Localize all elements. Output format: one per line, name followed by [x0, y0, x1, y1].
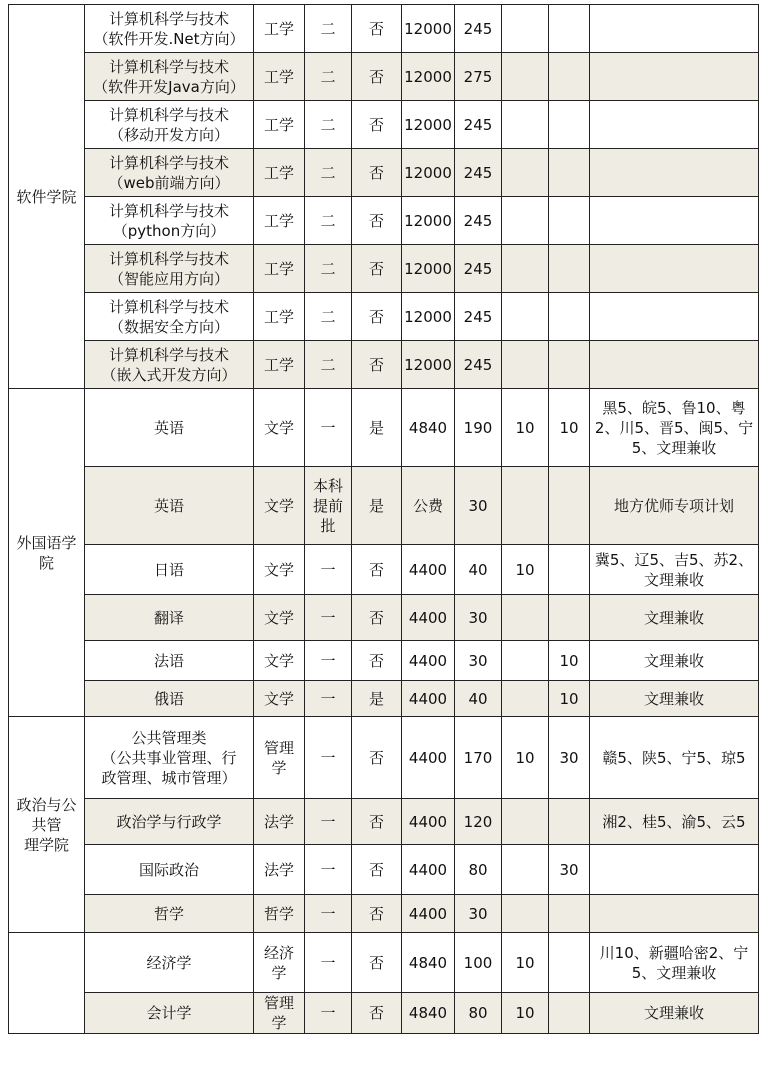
cell-flag: 否	[352, 641, 402, 681]
cell-b	[549, 545, 590, 595]
cell-a	[502, 245, 549, 293]
cell-major: 计算机科学与技术 （嵌入式开发方向）	[85, 341, 254, 389]
cell-b: 30	[549, 717, 590, 799]
cell-plan: 40	[455, 681, 502, 717]
cell-flag: 否	[352, 245, 402, 293]
cell-fee: 4840	[402, 389, 455, 467]
cell-major: 计算机科学与技术 （软件开发.Net方向）	[85, 5, 254, 53]
cell-b	[549, 595, 590, 641]
cell-b	[549, 467, 590, 545]
cell-batch: 一	[305, 389, 352, 467]
cell-batch: 一	[305, 799, 352, 845]
cell-note: 湘2、桂5、渝5、云5	[590, 799, 759, 845]
cell-batch: 二	[305, 197, 352, 245]
cell-note: 川10、新疆哈密2、宁5、文理兼收	[590, 933, 759, 993]
cell-note: 文理兼收	[590, 641, 759, 681]
cell-batch: 二	[305, 5, 352, 53]
cell-fee: 4840	[402, 993, 455, 1034]
cell-a	[502, 341, 549, 389]
cell-batch: 一	[305, 681, 352, 717]
cell-cat: 经济 学	[254, 933, 305, 993]
cell-note: 地方优师专项计划	[590, 467, 759, 545]
cell-cat: 文学	[254, 681, 305, 717]
cell-fee: 4400	[402, 895, 455, 933]
cell-cat: 法学	[254, 799, 305, 845]
cell-b	[549, 293, 590, 341]
cell-a	[502, 149, 549, 197]
table-row	[9, 845, 759, 895]
table-row	[9, 993, 759, 1034]
cell-fee: 4400	[402, 717, 455, 799]
college-name: 政治与公 共管 理学院	[9, 717, 85, 933]
cell-flag: 否	[352, 895, 402, 933]
table-row	[9, 545, 759, 595]
table-row	[9, 245, 759, 293]
cell-fee: 公费	[402, 467, 455, 545]
cell-plan: 80	[455, 993, 502, 1034]
table-row	[9, 101, 759, 149]
table-row	[9, 341, 759, 389]
cell-batch: 二	[305, 293, 352, 341]
table-row	[9, 389, 759, 467]
cell-a	[502, 5, 549, 53]
cell-flag: 否	[352, 595, 402, 641]
cell-fee: 4400	[402, 595, 455, 641]
cell-flag: 否	[352, 799, 402, 845]
cell-major: 计算机科学与技术 （智能应用方向）	[85, 245, 254, 293]
cell-flag: 否	[352, 341, 402, 389]
cell-fee: 12000	[402, 293, 455, 341]
cell-major: 会计学	[85, 993, 254, 1034]
cell-flag: 是	[352, 467, 402, 545]
cell-cat: 文学	[254, 641, 305, 681]
cell-b	[549, 341, 590, 389]
cell-cat: 哲学	[254, 895, 305, 933]
cell-fee: 4400	[402, 641, 455, 681]
cell-plan: 245	[455, 197, 502, 245]
cell-cat: 管理 学	[254, 993, 305, 1034]
cell-plan: 80	[455, 845, 502, 895]
cell-batch: 一	[305, 993, 352, 1034]
table-row	[9, 895, 759, 933]
cell-batch: 一	[305, 545, 352, 595]
enrollment-plan-table	[8, 4, 759, 1034]
cell-major: 英语	[85, 467, 254, 545]
cell-plan: 30	[455, 467, 502, 545]
cell-b: 10	[549, 641, 590, 681]
cell-major: 计算机科学与技术 （web前端方向）	[85, 149, 254, 197]
cell-major: 公共管理类 （公共事业管理、行 政管理、城市管理）	[85, 717, 254, 799]
cell-a	[502, 895, 549, 933]
table-row	[9, 5, 759, 53]
cell-a	[502, 293, 549, 341]
cell-b	[549, 245, 590, 293]
cell-note	[590, 245, 759, 293]
cell-b	[549, 5, 590, 53]
cell-major: 俄语	[85, 681, 254, 717]
cell-fee: 4400	[402, 545, 455, 595]
cell-fee: 12000	[402, 149, 455, 197]
cell-fee: 4400	[402, 799, 455, 845]
cell-batch: 二	[305, 245, 352, 293]
cell-major: 日语	[85, 545, 254, 595]
cell-plan: 245	[455, 101, 502, 149]
cell-major: 哲学	[85, 895, 254, 933]
table-row	[9, 717, 759, 799]
cell-cat: 工学	[254, 245, 305, 293]
cell-b	[549, 197, 590, 245]
cell-fee: 4840	[402, 933, 455, 993]
cell-note	[590, 5, 759, 53]
cell-b	[549, 895, 590, 933]
cell-a	[502, 101, 549, 149]
cell-fee: 12000	[402, 5, 455, 53]
cell-b	[549, 799, 590, 845]
cell-a: 10	[502, 389, 549, 467]
table-row	[9, 933, 759, 993]
cell-a	[502, 845, 549, 895]
cell-b	[549, 101, 590, 149]
cell-batch: 二	[305, 53, 352, 101]
cell-b	[549, 993, 590, 1034]
cell-note: 黑5、皖5、鲁10、粤2、川5、晋5、闽5、宁5、文理兼收	[590, 389, 759, 467]
cell-flag: 否	[352, 53, 402, 101]
cell-major: 国际政治	[85, 845, 254, 895]
cell-flag: 是	[352, 389, 402, 467]
cell-plan: 120	[455, 799, 502, 845]
cell-batch: 一	[305, 595, 352, 641]
cell-cat: 文学	[254, 389, 305, 467]
cell-flag: 否	[352, 545, 402, 595]
cell-a	[502, 53, 549, 101]
cell-b: 30	[549, 845, 590, 895]
cell-cat: 法学	[254, 845, 305, 895]
cell-note	[590, 293, 759, 341]
cell-plan: 30	[455, 595, 502, 641]
cell-note	[590, 149, 759, 197]
cell-fee: 12000	[402, 341, 455, 389]
table-row	[9, 595, 759, 641]
table-row	[9, 799, 759, 845]
cell-flag: 否	[352, 293, 402, 341]
cell-cat: 管理 学	[254, 717, 305, 799]
college-name: 软件学院	[9, 5, 85, 389]
cell-fee: 12000	[402, 197, 455, 245]
cell-note	[590, 197, 759, 245]
cell-note: 赣5、陕5、宁5、琼5	[590, 717, 759, 799]
cell-cat: 工学	[254, 149, 305, 197]
cell-cat: 文学	[254, 545, 305, 595]
cell-major: 翻译	[85, 595, 254, 641]
cell-major: 计算机科学与技术 （软件开发Java方向）	[85, 53, 254, 101]
cell-flag: 否	[352, 717, 402, 799]
college-name: 外国语学院	[9, 389, 85, 717]
cell-major: 计算机科学与技术 （移动开发方向）	[85, 101, 254, 149]
cell-cat: 工学	[254, 53, 305, 101]
cell-cat: 文学	[254, 467, 305, 545]
cell-flag: 否	[352, 5, 402, 53]
cell-cat: 工学	[254, 341, 305, 389]
cell-a	[502, 799, 549, 845]
cell-batch: 一	[305, 641, 352, 681]
cell-batch: 二	[305, 149, 352, 197]
cell-plan: 275	[455, 53, 502, 101]
cell-cat: 工学	[254, 293, 305, 341]
cell-plan: 190	[455, 389, 502, 467]
cell-a	[502, 595, 549, 641]
cell-plan: 100	[455, 933, 502, 993]
cell-a: 10	[502, 717, 549, 799]
table-row	[9, 149, 759, 197]
table-row	[9, 293, 759, 341]
cell-fee: 4400	[402, 845, 455, 895]
cell-fee: 12000	[402, 53, 455, 101]
cell-a: 10	[502, 545, 549, 595]
cell-fee: 12000	[402, 245, 455, 293]
cell-a: 10	[502, 993, 549, 1034]
cell-note: 文理兼收	[590, 595, 759, 641]
cell-b: 10	[549, 681, 590, 717]
cell-note	[590, 341, 759, 389]
cell-cat: 工学	[254, 5, 305, 53]
cell-major: 计算机科学与技术 （python方向）	[85, 197, 254, 245]
table-row	[9, 197, 759, 245]
cell-major: 经济学	[85, 933, 254, 993]
cell-a: 10	[502, 933, 549, 993]
cell-plan: 245	[455, 5, 502, 53]
cell-plan: 245	[455, 341, 502, 389]
cell-note: 文理兼收	[590, 993, 759, 1034]
cell-a	[502, 681, 549, 717]
college-name	[9, 933, 85, 1034]
table-row	[9, 681, 759, 717]
cell-b	[549, 933, 590, 993]
cell-b	[549, 149, 590, 197]
cell-batch: 一	[305, 933, 352, 993]
table-body	[9, 5, 759, 1034]
cell-note: 文理兼收	[590, 681, 759, 717]
cell-batch: 二	[305, 341, 352, 389]
cell-plan: 40	[455, 545, 502, 595]
cell-flag: 否	[352, 101, 402, 149]
cell-plan: 170	[455, 717, 502, 799]
cell-note: 冀5、辽5、吉5、苏2、文理兼收	[590, 545, 759, 595]
cell-flag: 否	[352, 933, 402, 993]
cell-plan: 245	[455, 149, 502, 197]
cell-a	[502, 197, 549, 245]
cell-flag: 否	[352, 993, 402, 1034]
cell-batch: 一	[305, 845, 352, 895]
cell-batch: 一	[305, 717, 352, 799]
cell-cat: 文学	[254, 595, 305, 641]
cell-flag: 否	[352, 197, 402, 245]
cell-batch: 二	[305, 101, 352, 149]
cell-flag: 是	[352, 681, 402, 717]
cell-major: 法语	[85, 641, 254, 681]
cell-note	[590, 895, 759, 933]
table-row	[9, 53, 759, 101]
cell-note	[590, 53, 759, 101]
cell-a	[502, 467, 549, 545]
cell-b: 10	[549, 389, 590, 467]
cell-batch: 本科 提前 批	[305, 467, 352, 545]
cell-note	[590, 845, 759, 895]
cell-cat: 工学	[254, 101, 305, 149]
cell-b	[549, 53, 590, 101]
cell-flag: 否	[352, 845, 402, 895]
cell-flag: 否	[352, 149, 402, 197]
cell-batch: 一	[305, 895, 352, 933]
table-row	[9, 467, 759, 545]
table-row	[9, 641, 759, 681]
cell-a	[502, 641, 549, 681]
cell-fee: 4400	[402, 681, 455, 717]
cell-plan: 245	[455, 245, 502, 293]
cell-plan: 245	[455, 293, 502, 341]
cell-cat: 工学	[254, 197, 305, 245]
cell-plan: 30	[455, 641, 502, 681]
cell-fee: 12000	[402, 101, 455, 149]
cell-plan: 30	[455, 895, 502, 933]
cell-major: 英语	[85, 389, 254, 467]
cell-major: 政治学与行政学	[85, 799, 254, 845]
cell-note	[590, 101, 759, 149]
cell-major: 计算机科学与技术 （数据安全方向）	[85, 293, 254, 341]
